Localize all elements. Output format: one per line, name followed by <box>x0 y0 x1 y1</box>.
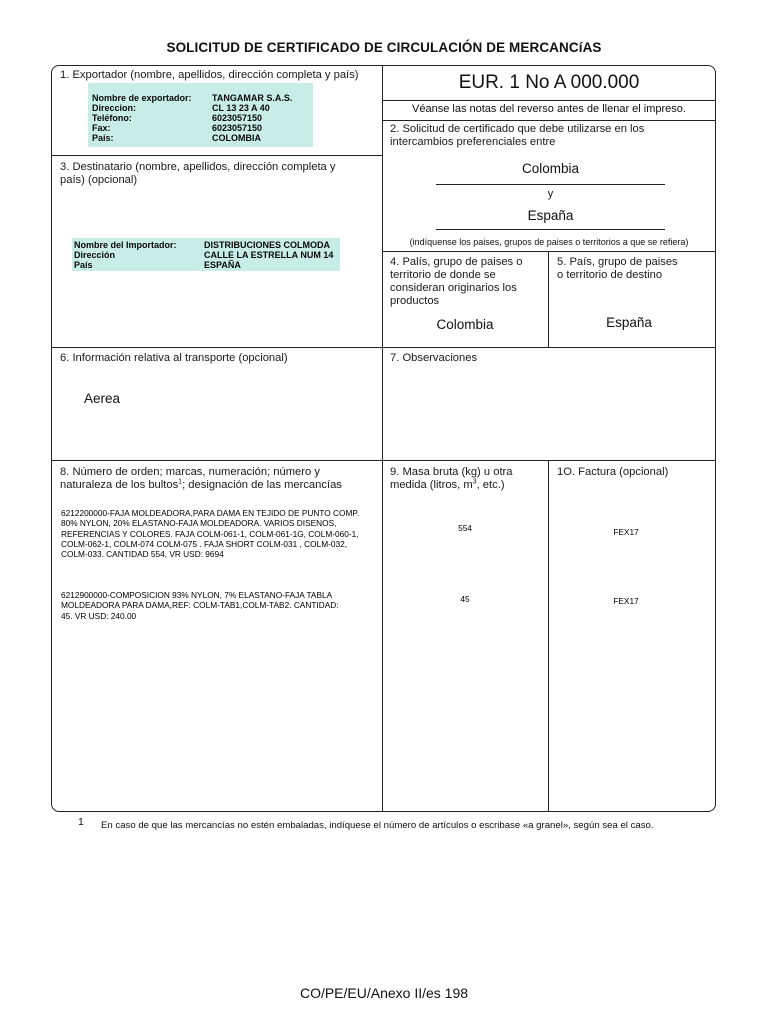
box6-transport-value: Aerea <box>84 391 121 406</box>
box2-underline-b <box>436 229 665 230</box>
box2-conjunction: y <box>547 188 554 200</box>
box2-country-b: España <box>527 208 574 223</box>
notes-reverse: Véanse las notas del reverso antes de llenar el impreso. <box>412 103 686 115</box>
box2-country-a: Colombia <box>521 161 580 176</box>
exporter-key: Teléfono: <box>92 113 132 123</box>
box4-origin-value: Colombia <box>436 317 494 332</box>
footnote-ref: 1 <box>178 478 183 486</box>
goods-line: 45. VR USD: 240.00 <box>61 610 137 621</box>
divider-box1-box3 <box>51 155 382 156</box>
divider-notes <box>382 120 716 121</box>
box8-label-line2 <box>60 479 342 493</box>
consignee-value: CALLE LA ESTRELLA NUM 14 <box>204 250 334 260</box>
box8-label-part-b: ; designación de las mercancías <box>182 479 342 491</box>
exporter-value: 6023057150 <box>212 113 263 123</box>
box9-label-part-a: medida (litros, m <box>390 479 473 491</box>
box4-label-line4: productos <box>390 295 440 307</box>
exporter-value: CL 13 23 A 40 <box>212 103 270 113</box>
box4-label-line2: territorio de donde se <box>390 269 496 281</box>
box2-underline-a <box>436 184 665 185</box>
page-footer: CO/PE/EU/Anexo II/es 198 <box>299 985 469 1001</box>
divider-box2-box4 <box>382 251 716 252</box>
goods-line: 80% NYLON, 20% ELASTANO-FAJA MOLDEADORA. VARIOS DISENOS, <box>61 518 337 529</box>
goods-line: COLM-062-1, COLM-074 COLM-075 . FAJA SHORT COLM-031 , COLM-032, <box>61 538 348 549</box>
exporter-key: País: <box>92 133 114 143</box>
box2-label-line1: 2. Solicitud de certificado que debe utilizarse en los <box>390 123 645 135</box>
box9-label-part-b: , etc.) <box>476 479 505 491</box>
divider-box4-box5 <box>548 251 549 347</box>
box3-label-line2: país) (opcional) <box>60 174 138 186</box>
cubic-superscript: 3 <box>472 478 477 486</box>
goods-item-2 <box>61 590 339 621</box>
exporter-stamp <box>88 83 313 147</box>
box10-invoice-value-2: FEX17 <box>613 596 639 606</box>
consignee-value: ESPAÑA <box>204 260 241 270</box>
box9-label-line1: 9. Masa bruta (kg) u otra <box>390 466 513 478</box>
box1-label: 1. Exportador (nombre, apellidos, dirección completa y país) <box>60 69 359 81</box>
goods-item-1 <box>61 508 359 559</box>
divider-row-goods <box>51 460 716 461</box>
box2-hint: (indíquense los paises, grupos de paises o territorios a que se refiera) <box>409 237 689 247</box>
box3-label-line1: 3. Destinatario (nombre, apellidos, dirección completa y <box>60 161 336 173</box>
goods-line: COLM-033. CANTIDAD 554, VR USD: 9694 <box>61 549 224 560</box>
box7-label: 7. Observaciones <box>390 352 478 364</box>
box5-label-line2: o territorio de destino <box>557 269 663 281</box>
exporter-key: Fax: <box>92 123 111 133</box>
consignee-key: Dirección <box>74 250 116 260</box>
form-frame <box>51 65 716 812</box>
box4-label-line3: consideran originarios los <box>390 282 517 294</box>
box5-label-line1: 5. País, grupo de paises <box>557 256 678 268</box>
box8-label-line1: 8. Número de orden; marcas, numeración; número y <box>60 466 320 478</box>
box9-mass-value-1: 554 <box>458 523 472 533</box>
box6-label: 6. Información relativa al transporte (opcional) <box>60 352 288 364</box>
divider-cert-number <box>382 100 716 101</box>
footnote-text: En caso de que las mercancías no estén embaladas, indíquese el número de artículos o escribase «a granel», según sea el caso. <box>101 820 654 831</box>
divider-box9-box10 <box>548 460 549 812</box>
consignee-key: Nombre del Importador: <box>74 240 177 250</box>
box9-mass-value-2: 45 <box>460 594 470 604</box>
goods-line: MOLDEADORA PARA DAMA,REF: COLM-TAB1,COLM-TAB2. CANTIDAD: <box>61 600 339 611</box>
box9-label-line2 <box>390 479 505 493</box>
form-title: SOLICITUD DE CERTIFICADO DE CIRCULACIÓN DE MERCANCíAS <box>166 40 602 55</box>
box4-label-line1: 4. Palís, grupo de paises o <box>390 256 523 268</box>
divider-row-transport <box>51 347 716 348</box>
box5-destination-value: España <box>606 315 652 330</box>
exporter-key: Nombre de exportador: <box>92 93 192 103</box>
exporter-value: TANGAMAR S.A.S. <box>212 93 293 103</box>
footnote-mark: 1 <box>78 816 84 828</box>
box2-label-line2: intercambios preferenciales entre <box>390 136 556 148</box>
box8-label-part-a: naturaleza de los bultos <box>60 479 179 491</box>
goods-line: REFERENCIAS Y COLORES. FAJA COLM-061-1, COLM-061-1G, COLM-060-1, <box>61 528 359 539</box>
exporter-value: 6023057150 <box>212 123 263 133</box>
exporter-key: Direccion: <box>92 103 137 113</box>
goods-line: 6212200000-FAJA MOLDEADORA,PARA DAMA EN TEJIDO DE PUNTO COMP. <box>61 508 360 518</box>
consignee-stamp <box>72 238 340 271</box>
certificate-number: EUR. 1 No A 000.000 <box>458 72 640 93</box>
goods-line: 6212900000-COMPOSICION 93% NYLON, 7% ELASTANO-FAJA TABLA <box>61 590 333 600</box>
box10-invoice-value-1: FEX17 <box>613 527 639 537</box>
consignee-value: DISTRIBUCIONES COLMODA <box>204 240 330 250</box>
box10-label: 1O. Factura (opcional) <box>557 466 669 478</box>
divider-main-vertical <box>382 65 383 812</box>
consignee-key: País <box>74 260 93 270</box>
exporter-value: COLOMBIA <box>212 133 261 143</box>
